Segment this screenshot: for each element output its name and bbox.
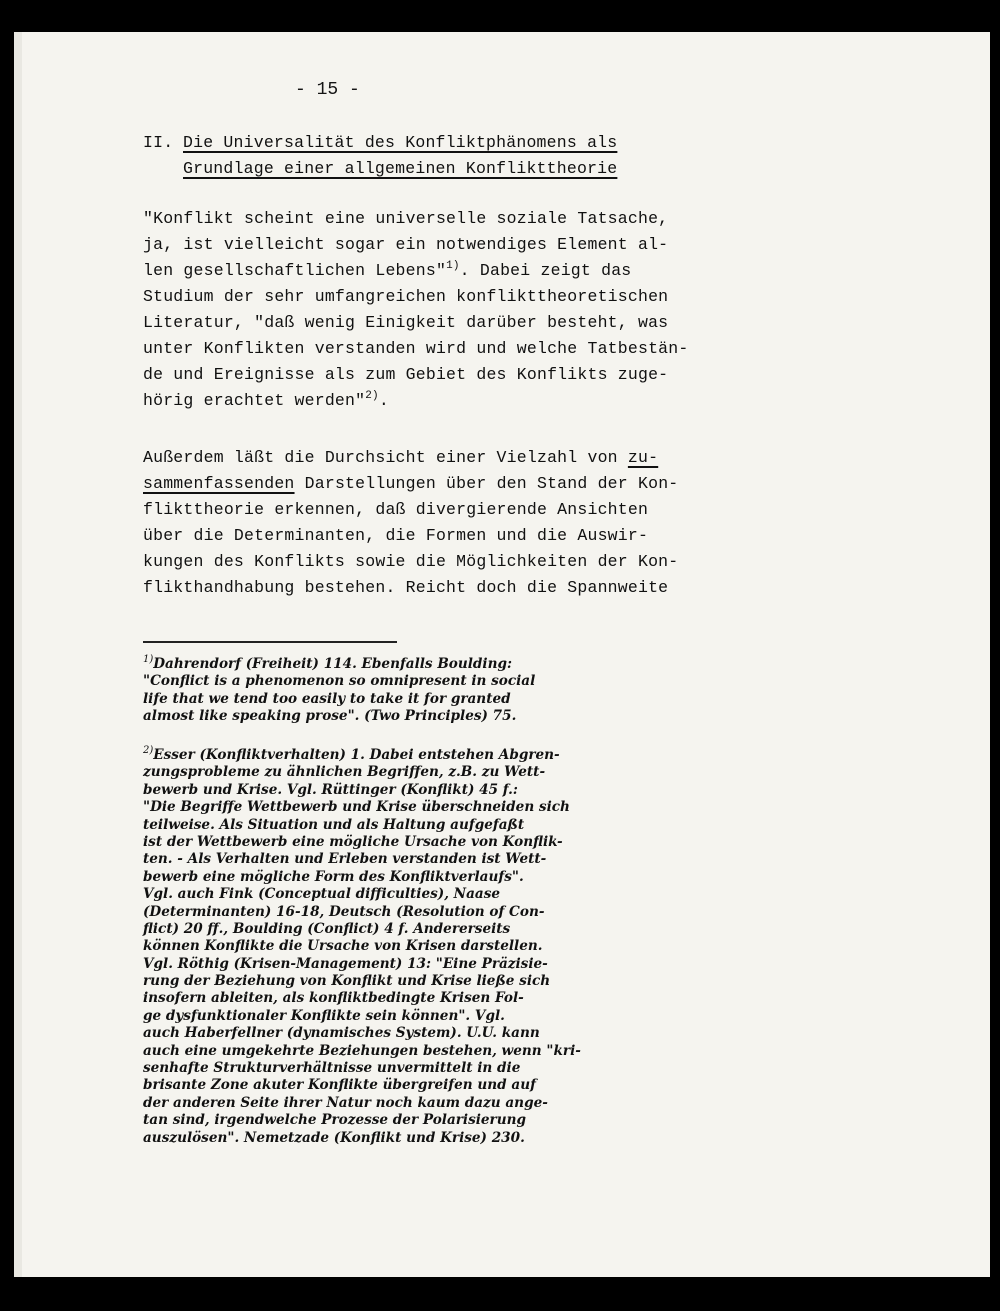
text-line: Studium der sehr umfangreichen konflikttheoretischen [143,287,669,306]
footnote-line: Vgl. Röthig (Krisen-Management) 13: "Eine Präzisie- [143,955,548,972]
footnote-line: können Konflikte die Ursache von Krisen darstellen. [143,938,543,955]
text-line [143,471,723,497]
footnote-text: Dahrendorf (Freiheit) 114. Ebenfalls Boulding: [153,656,512,672]
footnote-line: almost like speaking prose". (Two Principles) 75. [143,708,517,725]
paragraph-1 [143,206,723,414]
text-line: ja, ist vielleicht sogar ein notwendiges Element al- [143,235,669,254]
heading-title-1: Die Universalität des Konfliktphänomens als [183,133,618,152]
footnote-line: rung der Beziehung von Konflikt und Krise ließe sich [143,973,551,990]
text-line [143,445,723,471]
heading-title-2: Grundlage einer allgemeinen Konflikttheorie [183,159,618,178]
paragraph-2 [143,445,723,601]
text-line [143,388,723,414]
footnote-line: auch eine umgekehrte Beziehungen bestehen, wenn "kri- [143,1042,581,1059]
footnote-line: Vgl. auch Fink (Conceptual difficulties), Naase [143,886,501,903]
heading-line-1 [143,130,703,156]
footnote-line: bewerb eine mögliche Form des Konfliktverlaufs". [143,868,524,885]
footnote-1 [143,656,723,726]
footnote-line: life that we tend too easily to take it for granted [143,690,511,707]
section-heading [143,130,703,182]
footnote-line: insofern ableiten, als konfliktbedingte Krisen Fol- [143,990,524,1007]
footnote-mark: 1) [143,654,154,665]
footnote-line: teilweise. Als Situation und als Haltung aufgefaßt [143,816,525,833]
text-segment: hörig erachtet werden" [143,391,366,410]
footnote-line [143,747,723,764]
footnote-line: ist der Wettbewerb eine mögliche Ursache von Konflik- [143,833,563,850]
text-line: kungen des Konflikts sowie die Möglichkeiten der Kon- [143,552,679,571]
footnote-line: "Die Begriffe Wettbewerb und Krise überschneiden sich [143,799,570,816]
footnote-line: (Determinanten) 16-18, Deutsch (Resolution of Con- [143,903,545,920]
text-segment: . [378,391,389,410]
footnote-line: der anderen Seite ihrer Natur noch kaum dazu ange- [143,1094,548,1111]
text-line: flikthandhabung bestehen. Reicht doch die Spannweite [143,578,669,597]
text-line: "Konflikt scheint eine universelle soziale Tatsache, [143,209,669,228]
underlined-word: sammenfassenden [143,474,295,493]
text-line: flikttheorie erkennen, daß divergierende Ansichten [143,500,649,519]
footnote-line: bewerb und Krise. Vgl. Rüttinger (Konflikt) 45 f.: [143,781,518,798]
footnote-2 [143,747,723,1147]
footnote-line: ge dysfunktionaler Konflikte sein können". Vgl. [143,1007,505,1024]
page-number: - 15 - [295,80,360,100]
heading-line-2 [143,156,703,182]
footnote-ref-1: 1) [446,260,460,272]
heading-number: II. [143,133,174,152]
footnote-ref-2: 2) [365,390,379,402]
footnote-line [143,656,723,673]
footnote-line: "Conflict is a phenomenon so omnipresent in social [143,673,536,690]
footnote-line: ten. - Als Verhalten und Erleben verstanden ist Wett- [143,851,547,868]
text-line [143,258,723,284]
text-line: unter Konflikten verstanden wird und welche Tatbestän- [143,339,689,358]
text-segment: len gesellschaftlichen Lebens" [143,261,447,280]
footnote-line: senhafte Strukturverhältnisse unvermittelt in die [143,1060,521,1077]
footnote-separator [143,641,397,643]
footnote-text: Esser (Konfliktverhalten) 1. Dabei entstehen Abgren- [153,747,560,763]
underlined-word: zu- [627,448,659,467]
footnote-line: auszulösen". Nemetzade (Konflikt und Krise) 230. [143,1129,525,1146]
footnote-line: flict) 20 ff., Boulding (Conflict) 4 f. Andererseits [143,920,511,937]
text-line: über die Determinanten, die Formen und die Auswir- [143,526,649,545]
text-segment: . Dabei zeigt das [459,261,632,280]
text-segment: Darstellungen über den Stand der Kon- [294,474,679,493]
footnote-line: brisante Zone akuter Konflikte übergreifen und auf [143,1077,536,1094]
text-line: de und Ereignisse als zum Gebiet des Konflikts zuge- [143,365,669,384]
footnote-mark: 2) [143,745,154,756]
footnote-line: zungsprobleme zu ähnlichen Begriffen, z.B. zu Wett- [143,764,546,781]
text-line: Literatur, "daß wenig Einigkeit darüber besteht, was [143,313,669,332]
footnote-line: tan sind, irgendwelche Prozesse der Polarisierung [143,1112,526,1129]
footnote-line: auch Haberfellner (dynamisches System). U.U. kann [143,1025,540,1042]
text-segment: Außerdem läßt die Durchsicht einer Vielzahl von [143,448,628,467]
